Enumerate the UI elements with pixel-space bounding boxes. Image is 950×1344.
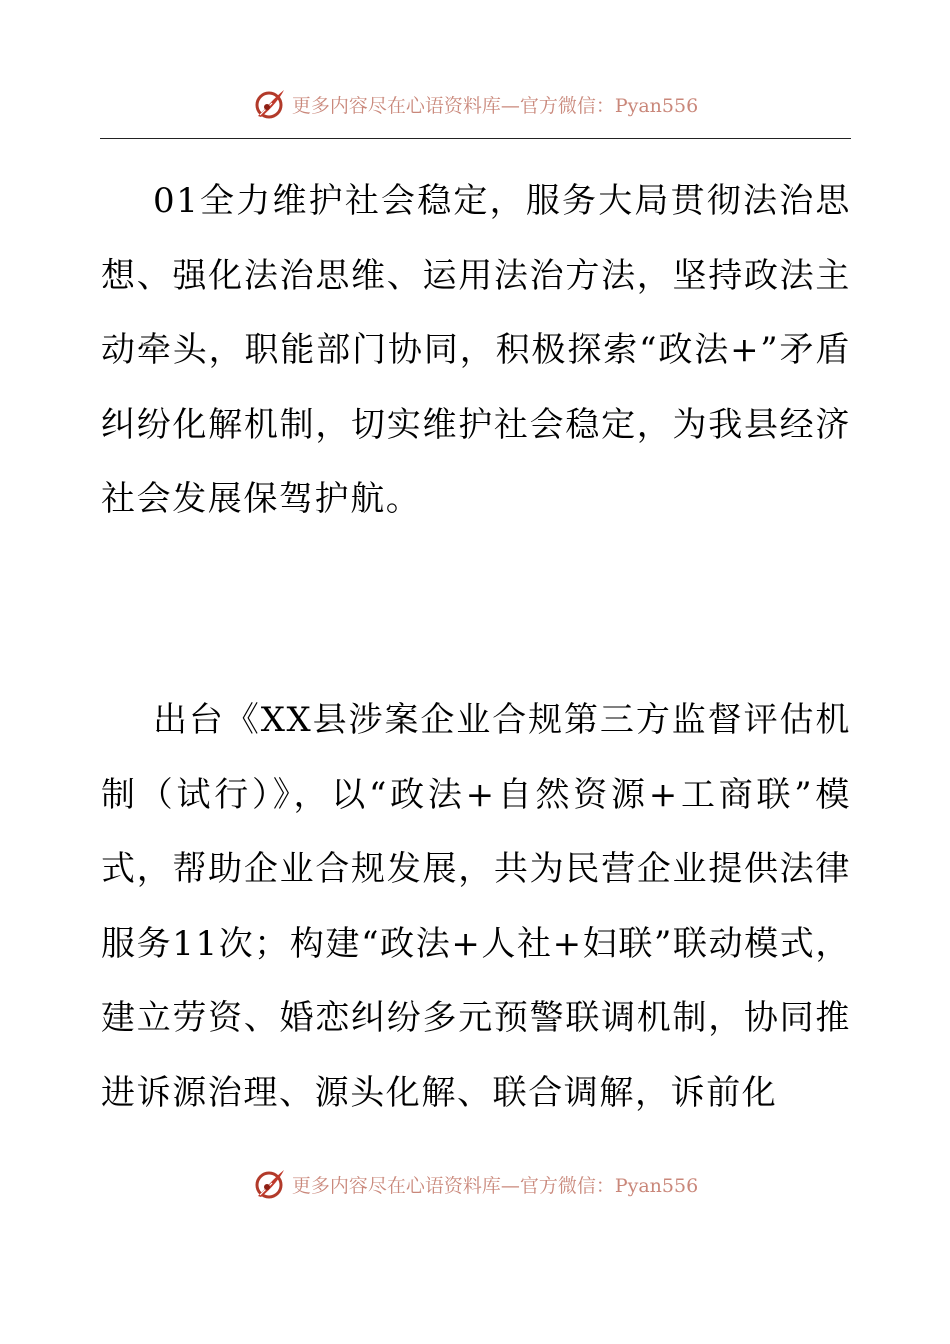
header-banner: [0, 84, 950, 124]
quill-pen-logo-icon: [252, 1166, 288, 1202]
body-paragraph-1: 01全力维护社会稳定，服务大局贯彻法治思想、强化法治思维、运用法治方法，坚持政法主动牵头，职能部门协同，积极探索“政法+”矛盾纠纷化解机制，切实维护社会稳定，为我县经济社会发展保驾护航。: [101, 181, 851, 519]
header-banner-text: 更多内容尽在心语资料库—官方微信：Pyan556: [291, 94, 699, 117]
footer-banner: [0, 1164, 950, 1204]
header-divider: [100, 138, 851, 139]
quill-pen-logo-icon: [252, 86, 288, 122]
footer-banner-text: 更多内容尽在心语资料库—官方微信：Pyan556: [291, 1174, 699, 1197]
body-paragraph-2: 出台《XX县涉案企业合规第三方监督评估机制（试行）》，以“政法+自然资源+工商联”模式，帮助企业合规发展，共为民营企业提供法律服务11次；构建“政法+人社+妇联”联动模式，建立劳资、婚恋纠纷多元预警联调机制，协同推进诉源治理、源头化解、联合调解，诉前化: [101, 700, 851, 1113]
